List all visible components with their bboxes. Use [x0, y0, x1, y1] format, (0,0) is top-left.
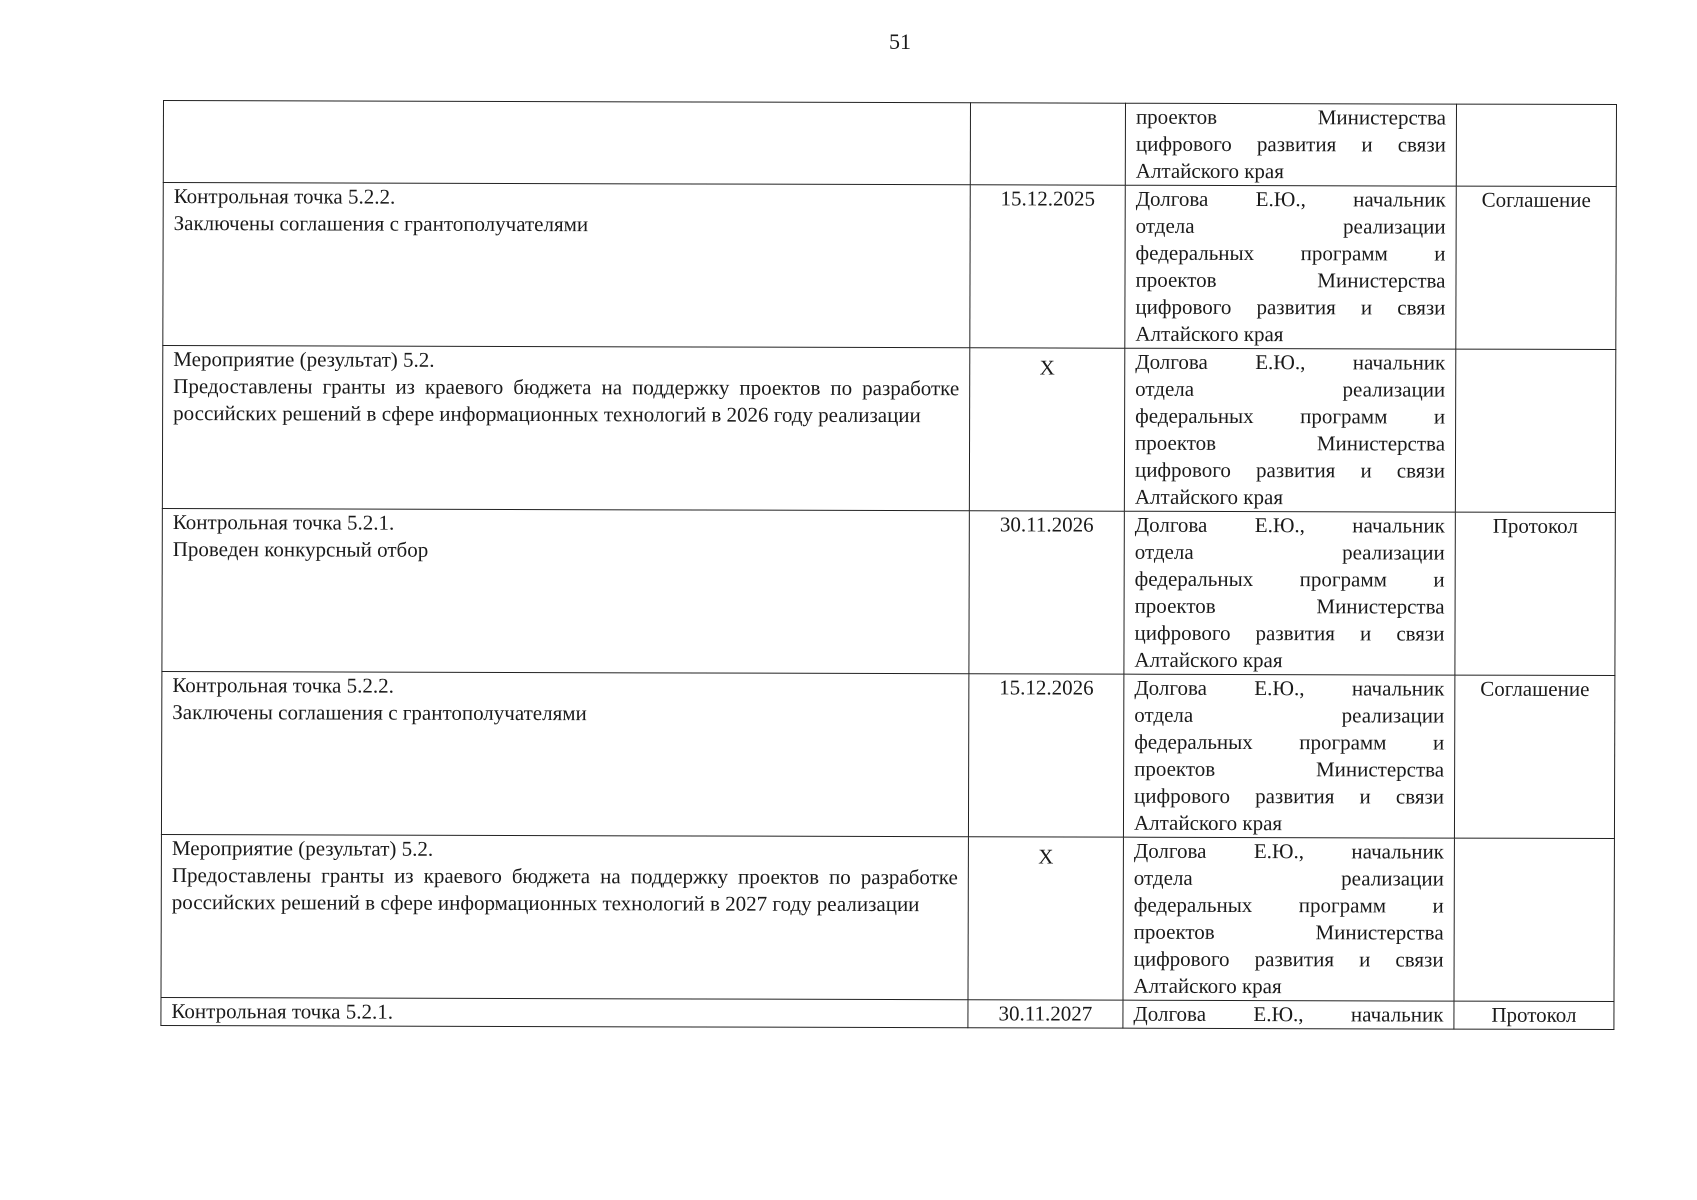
- event-text: Проведен конкурсный отбор: [172, 537, 429, 562]
- responsible-line-last: Алтайского края: [1133, 973, 1282, 999]
- responsible-line: проектов Министерства: [1134, 756, 1445, 782]
- responsible-line: федеральных программ и: [1135, 403, 1446, 429]
- event-heading: Мероприятие (результат) 5.2.: [171, 836, 434, 861]
- responsible-line: цифрового развития и связи: [1133, 946, 1444, 972]
- event-text: Заключены соглашения с грантополучателями: [173, 211, 589, 237]
- responsible-line: цифрового развития и связи: [1135, 131, 1446, 157]
- responsible-line: проектов Министерства: [1135, 430, 1446, 456]
- responsible-line: цифрового развития и связи: [1134, 457, 1446, 483]
- responsible-line: федеральных программ и: [1133, 892, 1444, 918]
- responsible-line: Долгова Е.Ю., начальник: [1135, 349, 1446, 375]
- responsible-line-last: Алтайского края: [1135, 321, 1284, 347]
- responsible-cell: [1123, 674, 1454, 838]
- date-cell: 30.11.2027: [968, 1000, 1123, 1028]
- document-cell: Протокол: [1454, 1001, 1614, 1029]
- table-row: [162, 508, 1615, 675]
- date-cell: [970, 103, 1125, 185]
- date-cell: 15.12.2025: [970, 185, 1125, 348]
- event-heading: Контрольная точка 5.2.1.: [172, 510, 395, 535]
- event-cell: [162, 346, 969, 511]
- responsible-line: Долгова Е.Ю., начальник: [1133, 1001, 1444, 1027]
- table-row: [161, 671, 1614, 838]
- responsible-cell: [1124, 511, 1455, 675]
- responsible-line: отдела реализации: [1133, 865, 1444, 891]
- event-cell: [162, 508, 969, 673]
- responsible-line: Долгова Е.Ю., начальник: [1134, 675, 1445, 701]
- responsible-line: проектов Министерства: [1135, 104, 1446, 130]
- table-row: [161, 834, 1614, 1001]
- event-text: Предоставлены гранты из краевого бюджета на поддержку проектов по разработке российских решений в сфере информационных технологий в 2027 году реализации: [171, 863, 958, 917]
- event-cell: [163, 183, 970, 348]
- table-row: [162, 346, 1615, 513]
- responsible-line: Долгова Е.Ю., начальник: [1134, 512, 1445, 538]
- event-text: [174, 101, 960, 103]
- responsible-line: проектов Министерства: [1133, 919, 1444, 945]
- responsible-line-last: Алтайского края: [1133, 810, 1283, 836]
- document-cell: Соглашение: [1454, 675, 1614, 838]
- event-cell: [161, 671, 968, 836]
- document-cell: Протокол: [1455, 512, 1615, 675]
- event-heading: Контрольная точка 5.2.2.: [173, 184, 396, 209]
- date-cell: 30.11.2026: [969, 511, 1124, 674]
- event-cell: [163, 101, 970, 185]
- event-cell: [161, 834, 968, 999]
- responsible-line: федеральных программ и: [1134, 729, 1445, 755]
- responsible-line: федеральных программ и: [1134, 566, 1445, 592]
- plan-table-container: [160, 100, 1617, 1030]
- responsible-cell: [1124, 348, 1455, 512]
- event-heading: Контрольная точка 5.2.2.: [172, 673, 394, 698]
- event-text: Предоставлены гранты из краевого бюджета на поддержку проектов по разработке российских решений в сфере информационных технологий в 2026 году реализации: [173, 374, 960, 428]
- table-row: [163, 183, 1616, 350]
- responsible-line: цифрового развития и связи: [1134, 783, 1445, 809]
- page-number: 51: [889, 29, 911, 54]
- document-cell: [1456, 104, 1616, 186]
- responsible-line: проектов Министерства: [1135, 267, 1446, 293]
- table-row: [161, 997, 1614, 1029]
- document-cell: [1454, 838, 1614, 1001]
- date-cell: [969, 348, 1124, 511]
- responsible-line: отдела реализации: [1134, 702, 1445, 728]
- responsible-line: отдела реализации: [1135, 376, 1446, 402]
- responsible-line: отдела реализации: [1134, 539, 1445, 565]
- event-heading: [174, 101, 960, 103]
- responsible-cell: [1123, 837, 1454, 1001]
- event-text: Заключены соглашения с грантополучателями: [172, 700, 587, 726]
- date-cell: [968, 837, 1123, 1000]
- responsible-cell: [1123, 1000, 1454, 1029]
- responsible-line: федеральных программ и: [1135, 240, 1446, 266]
- responsible-line-last: Алтайского края: [1134, 484, 1284, 510]
- responsible-line-last: Алтайского края: [1134, 647, 1283, 673]
- event-cell: [161, 997, 968, 1027]
- plan-table: [160, 100, 1617, 1030]
- table-row: [163, 101, 1616, 187]
- responsible-line: Долгова Е.Ю., начальник: [1133, 838, 1444, 864]
- date-cell: 15.12.2026: [968, 674, 1123, 837]
- not-applicable-mark: X: [1038, 844, 1054, 869]
- not-applicable-mark: X: [1039, 355, 1055, 380]
- responsible-line: цифрового развития и связи: [1134, 620, 1445, 646]
- document-cell: Соглашение: [1456, 186, 1616, 349]
- responsible-line-last: Алтайского края: [1135, 158, 1284, 184]
- responsible-line: проектов Министерства: [1134, 593, 1445, 619]
- document-cell: [1455, 349, 1615, 512]
- responsible-cell: [1125, 103, 1456, 186]
- responsible-line: Долгова Е.Ю., начальник: [1135, 186, 1446, 212]
- responsible-line: цифрового развития и связи: [1135, 294, 1446, 320]
- responsible-cell: [1125, 185, 1456, 349]
- responsible-line: отдела реализации: [1135, 213, 1446, 239]
- event-heading: Контрольная точка 5.2.1.: [171, 999, 394, 1024]
- event-heading: Мероприятие (результат) 5.2.: [173, 347, 435, 372]
